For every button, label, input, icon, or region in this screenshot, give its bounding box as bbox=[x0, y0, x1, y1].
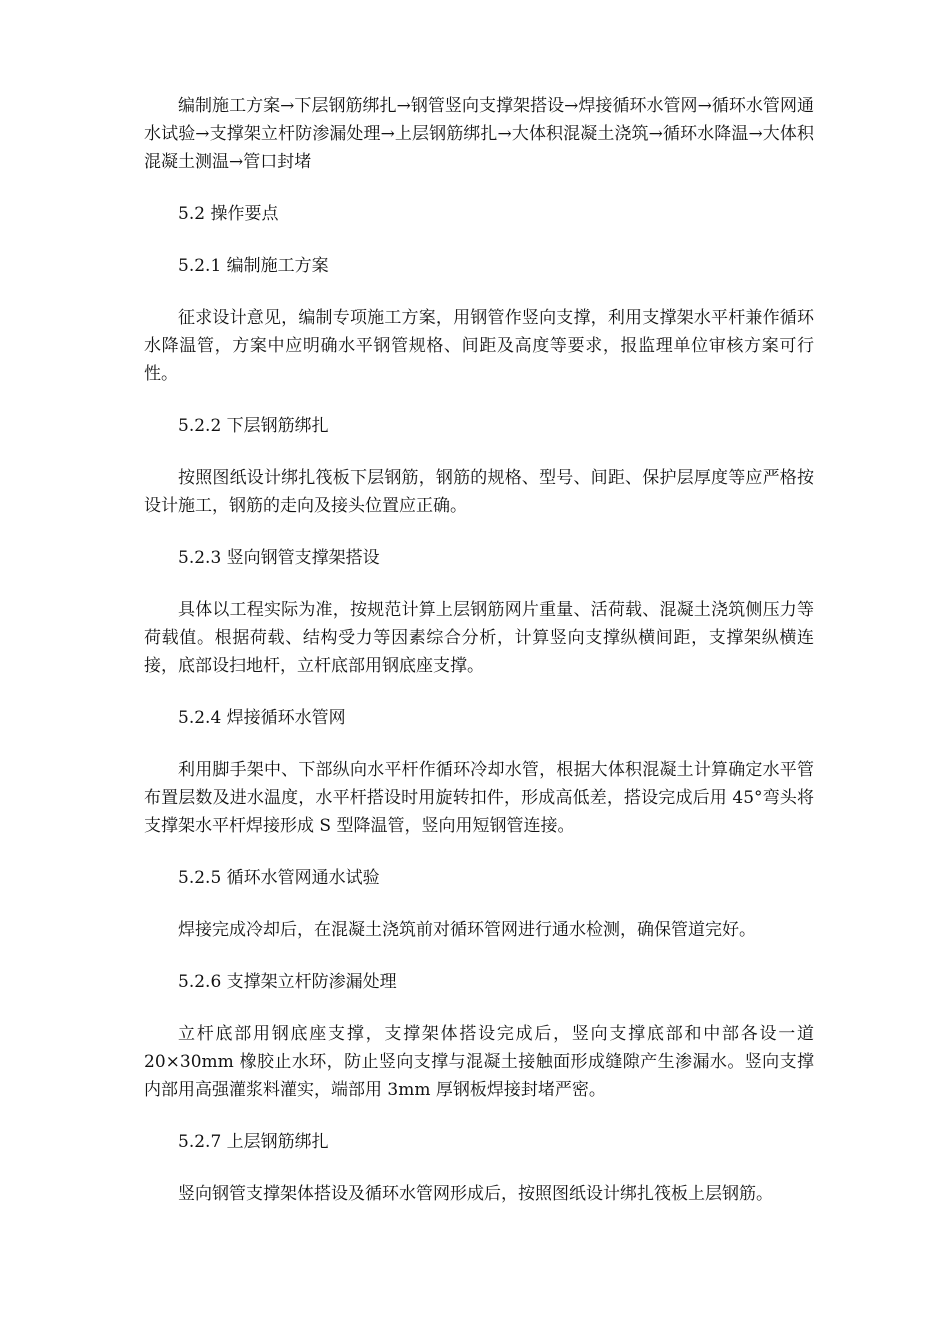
document-page bbox=[144, 92, 814, 1232]
heading-5-2-6: 5.2.6 支撑架立杆防渗漏处理 bbox=[178, 972, 397, 992]
heading-5-2-3: 5.2.3 竖向钢管支撑架搭设 bbox=[178, 548, 380, 568]
body-5-2-6: 立杆底部用钢底座支撑，支撑架体搭设完成后，竖向支撑底部和中部各设一道 20×30mm 橡胶止水环，防止竖向支撑与混凝土接触面形成缝隙产生渗漏水。竖向支撑内部用高强灌浆料灌实，端部用 3mm 厚钢板焊接封堵严密。 bbox=[144, 1024, 814, 1100]
heading-5-2-1: 5.2.1 编制施工方案 bbox=[178, 256, 329, 276]
heading-5-2-2: 5.2.2 下层钢筋绑扎 bbox=[178, 416, 329, 436]
heading-5-2-5: 5.2.5 循环水管网通水试验 bbox=[178, 868, 380, 888]
section-title: 5.2 操作要点 bbox=[178, 204, 279, 224]
body-5-2-4: 利用脚手架中、下部纵向水平杆作循环冷却水管，根据大体积混凝土计算确定水平管布置层数及进水温度，水平杆搭设时用旋转扣件，形成高低差，搭设完成后用 45°弯头将支撑架水平杆焊接形成 S 型降温管，竖向用短钢管连接。 bbox=[144, 760, 814, 836]
body-5-2-7: 竖向钢管支撑架体搭设及循环水管网形成后，按照图纸设计绑扎筏板上层钢筋。 bbox=[178, 1184, 773, 1204]
body-5-2-3: 具体以工程实际为准，按规范计算上层钢筋网片重量、活荷载、混凝土浇筑侧压力等荷载值。根据荷载、结构受力等因素综合分析，计算竖向支撑纵横间距，支撑架纵横连接，底部设扫地杆，立杆底部用钢底座支撑。 bbox=[144, 600, 814, 676]
heading-5-2-4: 5.2.4 焊接循环水管网 bbox=[178, 708, 346, 728]
body-5-2-1: 征求设计意见，编制专项施工方案，用钢管作竖向支撑，利用支撑架水平杆兼作循环水降温管，方案中应明确水平钢管规格、间距及高度等要求，报监理单位审核方案可行性。 bbox=[144, 308, 814, 384]
body-5-2-5: 焊接完成冷却后，在混凝土浇筑前对循环管网进行通水检测，确保管道完好。 bbox=[178, 920, 756, 940]
body-5-2-2: 按照图纸设计绑扎筏板下层钢筋，钢筋的规格、型号、间距、保护层厚度等应严格按设计施工，钢筋的走向及接头位置应正确。 bbox=[144, 468, 814, 516]
process-flow-paragraph: 编制施工方案→下层钢筋绑扎→钢管竖向支撑架搭设→焊接循环水管网→循环水管网通水试验→支撑架立杆防渗漏处理→上层钢筋绑扎→大体积混凝土浇筑→循环水降温→大体积混凝土测温→管口封堵 bbox=[144, 96, 814, 172]
heading-5-2-7: 5.2.7 上层钢筋绑扎 bbox=[178, 1132, 329, 1152]
